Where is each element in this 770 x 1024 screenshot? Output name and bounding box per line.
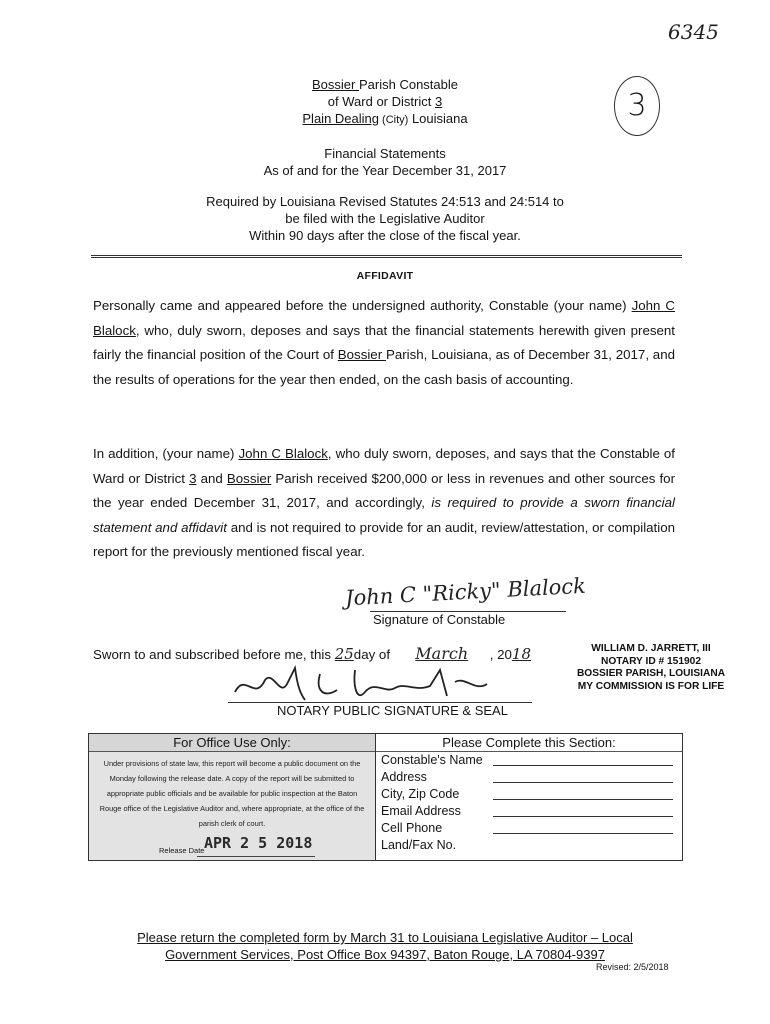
return-line-2: Government Services, Post Office Box 94397, Baton Rouge, LA 70804-9397 [165, 947, 605, 962]
notary-id: NOTARY ID # 151902 [600, 655, 702, 667]
ward-prefix: of Ward or District [327, 94, 435, 109]
handwritten-document-number: 6345 [668, 20, 719, 44]
affidavit-paragraph-1: Personally came and appeared before the undersigned authority, Constable (your name) John C Blalock, who, duly sworn, deposes and says that the financial statements herewith given present fairly the financial position of the Court of Bossier Parish, Louisiana, as of December 31, 2017, and the results of operations for the year then ended, on the cash basis of accounting. [93, 298, 675, 387]
requirement-line-2: be filed with the Legislative Auditor [285, 211, 485, 226]
return-line-1: Please return the completed form by March 31 to Louisiana Legislative Auditor – Local [137, 930, 633, 945]
constable-name: John C Blalock [93, 298, 675, 338]
release-date-stamp: APR 2 5 2018 [204, 834, 313, 852]
release-date-line [197, 856, 315, 857]
field-city-zip[interactable]: City, Zip Code [381, 786, 679, 803]
fs-title: Financial Statements [324, 146, 446, 161]
office-use-panel [89, 734, 376, 860]
office-use-box [88, 733, 683, 861]
state-name: Louisiana [408, 111, 468, 126]
circled-district-number: 3 [614, 76, 660, 136]
form-header [0, 76, 770, 244]
office-use-header: For Office Use Only: [89, 734, 375, 752]
notary-parish: BOSSIER PARISH, LOUISIANA [576, 668, 726, 679]
notary-commission: MY COMMISSION IS FOR LIFE [577, 680, 725, 692]
sworn-year: 18 [511, 645, 531, 663]
header-divider [91, 255, 682, 258]
signature-label: Signature of Constable [373, 612, 506, 627]
contact-fields [381, 752, 679, 854]
field-cell-phone[interactable]: Cell Phone [381, 820, 679, 837]
fs-period: As of and for the Year December 31, 2017 [263, 163, 507, 178]
requirement-italic: is required to provide a sworn financial statement and affidavit [93, 495, 675, 535]
revised-date: Revised: 2/5/2018 [596, 962, 669, 972]
parish-name-inline-2: Bossier [226, 470, 272, 486]
public-record-notice: Under provisions of state law, this report will become a public document on the Monday following the release date. A copy of the report will be submitted to appropriate public officials and be available for public inspection at the Baton Rouge office of the Legislative Auditor and, where appropriate, at the office of the parish clerk of court. [99, 759, 365, 828]
city-label: (City) [379, 114, 409, 126]
ward-number-inline: 3 [189, 470, 197, 486]
return-instructions [0, 929, 770, 963]
sworn-month: March [415, 644, 469, 663]
constable-signature: John C "Ricky" Blalock [344, 573, 587, 611]
city-name: Plain Dealing [302, 111, 379, 126]
notary-stamp [566, 643, 736, 693]
header-city-line [0, 110, 770, 129]
sworn-day: 25 [334, 645, 354, 663]
sworn-line: Sworn to and subscribed before me, this 25day of March , 2018 [93, 644, 531, 663]
parish-suffix: Parish Constable [358, 77, 458, 92]
parish-name: Bossier [312, 77, 359, 92]
ward-number: 3 [434, 94, 443, 109]
complete-section-header: Please Complete this Section: [376, 734, 682, 752]
parish-name-inline: Bossier [337, 347, 386, 363]
requirement-line-3: Within 90 days after the close of the fiscal year. [249, 228, 521, 243]
field-constable-name[interactable]: Constable's Name [381, 752, 679, 769]
notary-signature-label: NOTARY PUBLIC SIGNATURE & SEAL [277, 703, 508, 718]
header-parish-line [0, 76, 770, 93]
notary-name: WILLIAM D. JARRETT, III [591, 643, 711, 654]
header-ward-line [0, 93, 770, 110]
field-email[interactable]: Email Address [381, 803, 679, 820]
requirement-line-1: Required by Louisiana Revised Statutes 24:513 and 24:514 to [206, 194, 564, 209]
field-address[interactable]: Address [381, 769, 679, 786]
field-land-fax[interactable]: Land/Fax No. [381, 838, 457, 852]
affidavit-title: AFFIDAVIT [356, 270, 414, 282]
release-date-label: Release Date [159, 846, 205, 855]
affidavit-paragraph-2: In addition, (your name) John C Blalock, who duly sworn, deposes, and says that the Constable of Ward or District 3 and Bossier Parish received $200,000 or less in revenues and other sources for the year ended December 31, 2017, and accordingly, is required to provide a sworn financial statement and affidavit and is not required to provide for an audit, review/attestation, or compilation report for the previously mentioned fiscal year. [93, 446, 676, 560]
constable-name-2: John C Blalock [238, 446, 328, 461]
